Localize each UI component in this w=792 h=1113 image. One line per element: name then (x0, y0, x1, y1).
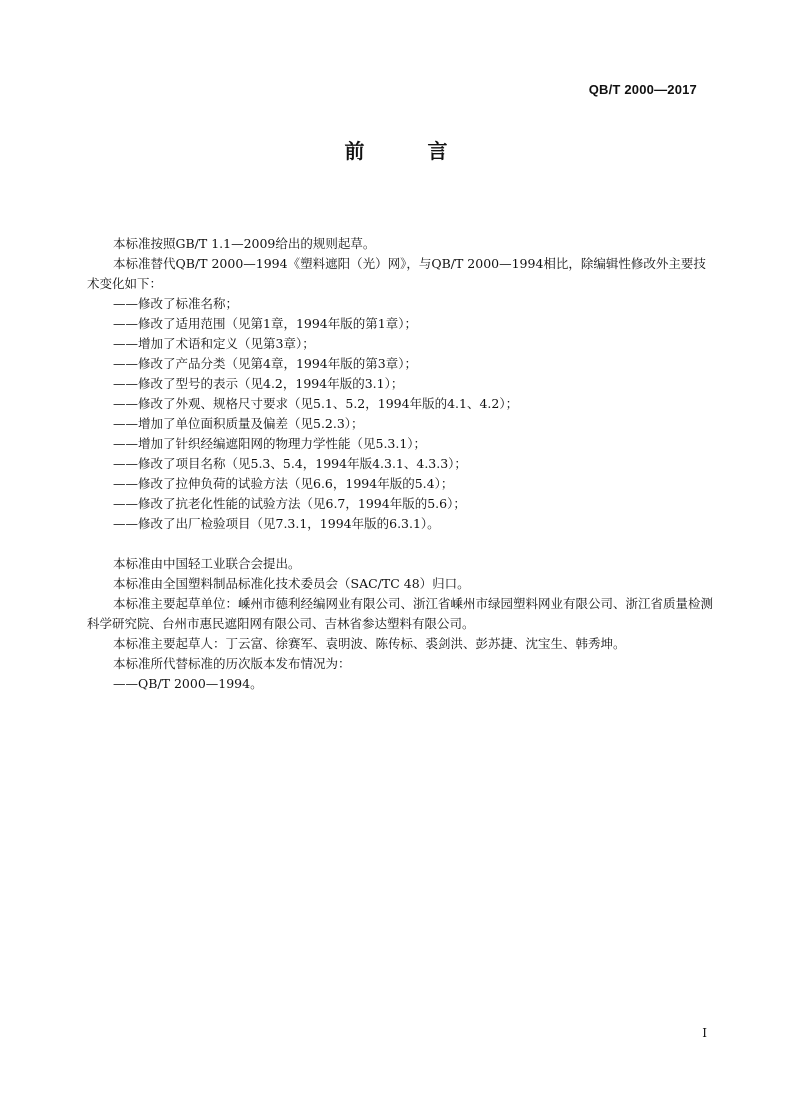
document-body (87, 234, 713, 694)
page-number: I (702, 1026, 707, 1040)
page-title: 前 言 (344, 139, 476, 163)
paragraph-committee: 本标准由全国塑料制品标准化技术委员会（SAC/TC 48）归口。 (113, 576, 470, 591)
standard-code: QB/T 2000—2017 (588, 82, 697, 97)
change-item: ——增加了针织经编遮阳网的物理力学性能（见5.3.1）； (113, 436, 427, 451)
paragraph-proposer: 本标准由中国轻工业联合会提出。 (113, 556, 301, 571)
change-item: ——修改了外观、规格尺寸要求（见5.1、5.2，1994年版的4.1、4.2）； (113, 396, 519, 411)
change-item: ——修改了产品分类（见第4章，1994年版的第3章）； (113, 356, 417, 371)
change-item: ——修改了适用范围（见第1章，1994年版的第1章）； (113, 316, 417, 331)
change-item: ——修改了拉伸负荷的试验方法（见6.6，1994年版的5.4）； (113, 476, 454, 491)
change-item: ——增加了单位面积质量及偏差（见5.2.3）； (113, 416, 364, 431)
change-item: ——修改了出厂检验项目（见7.3.1，1994年版的6.3.1）。 (113, 516, 440, 531)
change-item: ——增加了术语和定义（见第3章）； (113, 336, 315, 351)
paragraph-replacement: 本标准替代QB/T 2000—1994《塑料遮阳（光）网》，与QB/T 2000—1994相比，除编辑性修改外主要技术变化如下： (87, 256, 706, 291)
paragraph-history-intro: 本标准所代替标准的历次版本发布情况为： (113, 656, 351, 671)
paragraph-drafters: 本标准主要起草人：丁云富、徐赛军、袁明波、陈传标、裘剑洪、彭苏捷、沈宝生、韩秀坤。 (113, 636, 626, 651)
paragraph-spacer (87, 534, 713, 554)
change-item: ——修改了型号的表示（见4.2，1994年版的3.1）； (113, 376, 404, 391)
change-item: ——修改了标准名称； (113, 296, 239, 311)
paragraph-drafting-units: 本标准主要起草单位：嵊州市德利经编网业有限公司、浙江省嵊州市绿园塑料网业有限公司、浙江省质量检测科学研究院、台州市惠民遮阳网有限公司、吉林省参达塑料有限公司。 (87, 596, 714, 631)
change-item: ——修改了抗老化性能的试验方法（见6.7，1994年版的5.6）； (113, 496, 466, 511)
history-item: ——QB/T 2000—1994。 (113, 676, 263, 691)
change-item: ——修改了项目名称（见5.3、5.4，1994年版4.3.1、4.3.3）； (113, 456, 467, 471)
paragraph-drafting-rules: 本标准按照GB/T 1.1—2009给出的规则起草。 (113, 236, 376, 251)
